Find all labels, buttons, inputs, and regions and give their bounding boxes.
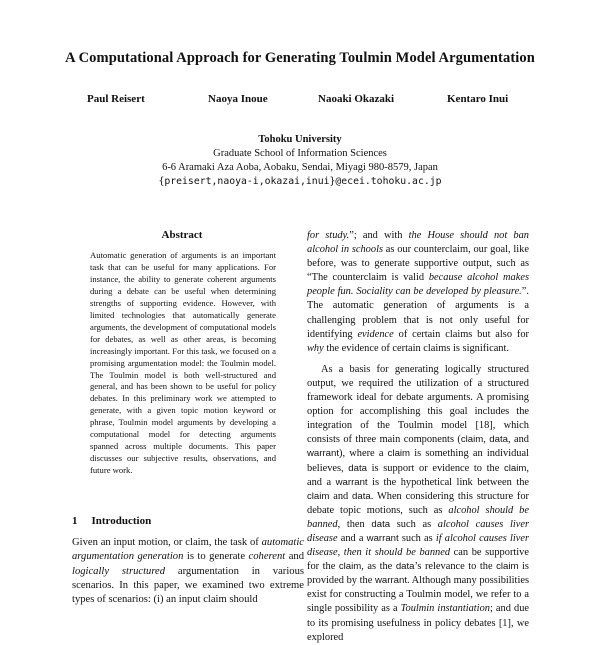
paragraph: for study.”; and with the House should not ban alcohol in schools as our counterclaim, our goal, like before, was to generate supportive output, such as “The counterclaim is valid because alcohol makes people fun. Sociality can be developed by pleasure.”. The automatic generation of arguments is a challenging problem that is not only useful for identifying evidence of certain claims but also for why the evidence of certain claims is significant. <box>307 230 530 354</box>
author-name: Naoaki Okazaki <box>318 93 395 105</box>
paragraph: As a basis for generating logically structured output, we required the utilization of a structured framework ideal for debate arguments. A promising option for accomplishing this goal includes the integration of the Toulmin model [18], which consists of three main components (claim, data, and warrant), where a claim is something an individual believes, data is support or evidence to the claim, and a warrant is the hypothetical link between the claim and data. When considering this structure for debate topic motions, such as alcohol should be banned, then data such as alcohol causes liver disease and a warrant such as if alcohol causes liver disease, then it should be banned can be supportive for the claim, as the data’s relevance to the claim is provided by the warrant. Although many possibilities exist for constructing a Toulmin model, we refer to a single possibility as a Toulmin instantiation; and due to its promising usefulness in policy debates [1], we explored <box>307 363 530 643</box>
abstract-text: Automatic generation of arguments is an important task that can be useful for many applications. For instance, the ability to generate coherent arguments during a debate can be useful when determining strengths of supporting evidence. However, with limited technologies that automatically generate arguments, the development of computational models for debates, as well as other areas, is becoming increasingly important. For this task, we focused on a promising argumentation model: the Toulmin model. The Toulmin model is both well-structured and general, and has been shown to be useful for policy debates. In this preliminary work we attempted to generate, with a given topic motion keyword or phrase, Toulmin model arguments by developing a computational model for detecting arguments spanned across multiple documents. This paper discusses our subjective results, observations, and future work. <box>90 250 276 476</box>
section-title: Introduction <box>91 515 152 527</box>
university: Tohoku University <box>258 134 342 145</box>
author-name: Kentaro Inui <box>447 93 509 105</box>
affiliation <box>0 133 600 189</box>
author-name: Paul Reisert <box>87 93 145 105</box>
address: 6-6 Aramaki Aza Aoba, Aobaku, Sendai, Miyagi 980-8579, Japan <box>162 162 438 173</box>
section-heading <box>72 515 151 527</box>
intro-paragraph: Given an input motion, or claim, the task of automatic argumentation generation is to generate coherent and logically structured argumentation in various scenarios. In this paper, we examined two extreme types of scenarios: (i) an input claim should <box>72 537 304 606</box>
abstract-heading: Abstract <box>161 229 203 241</box>
paper-title: A Computational Approach for Generating Toulmin Model Argumentation <box>65 50 535 66</box>
right-column-text <box>307 229 529 645</box>
section-number: 1 <box>72 515 78 527</box>
school: Graduate School of Information Sciences <box>213 148 387 159</box>
email-list: {preisert,naoya-i,okazai,inui}@ecei.tohoku.ac.jp <box>158 176 442 187</box>
author-name: Naoya Inoue <box>208 93 268 105</box>
author-list <box>60 93 540 109</box>
